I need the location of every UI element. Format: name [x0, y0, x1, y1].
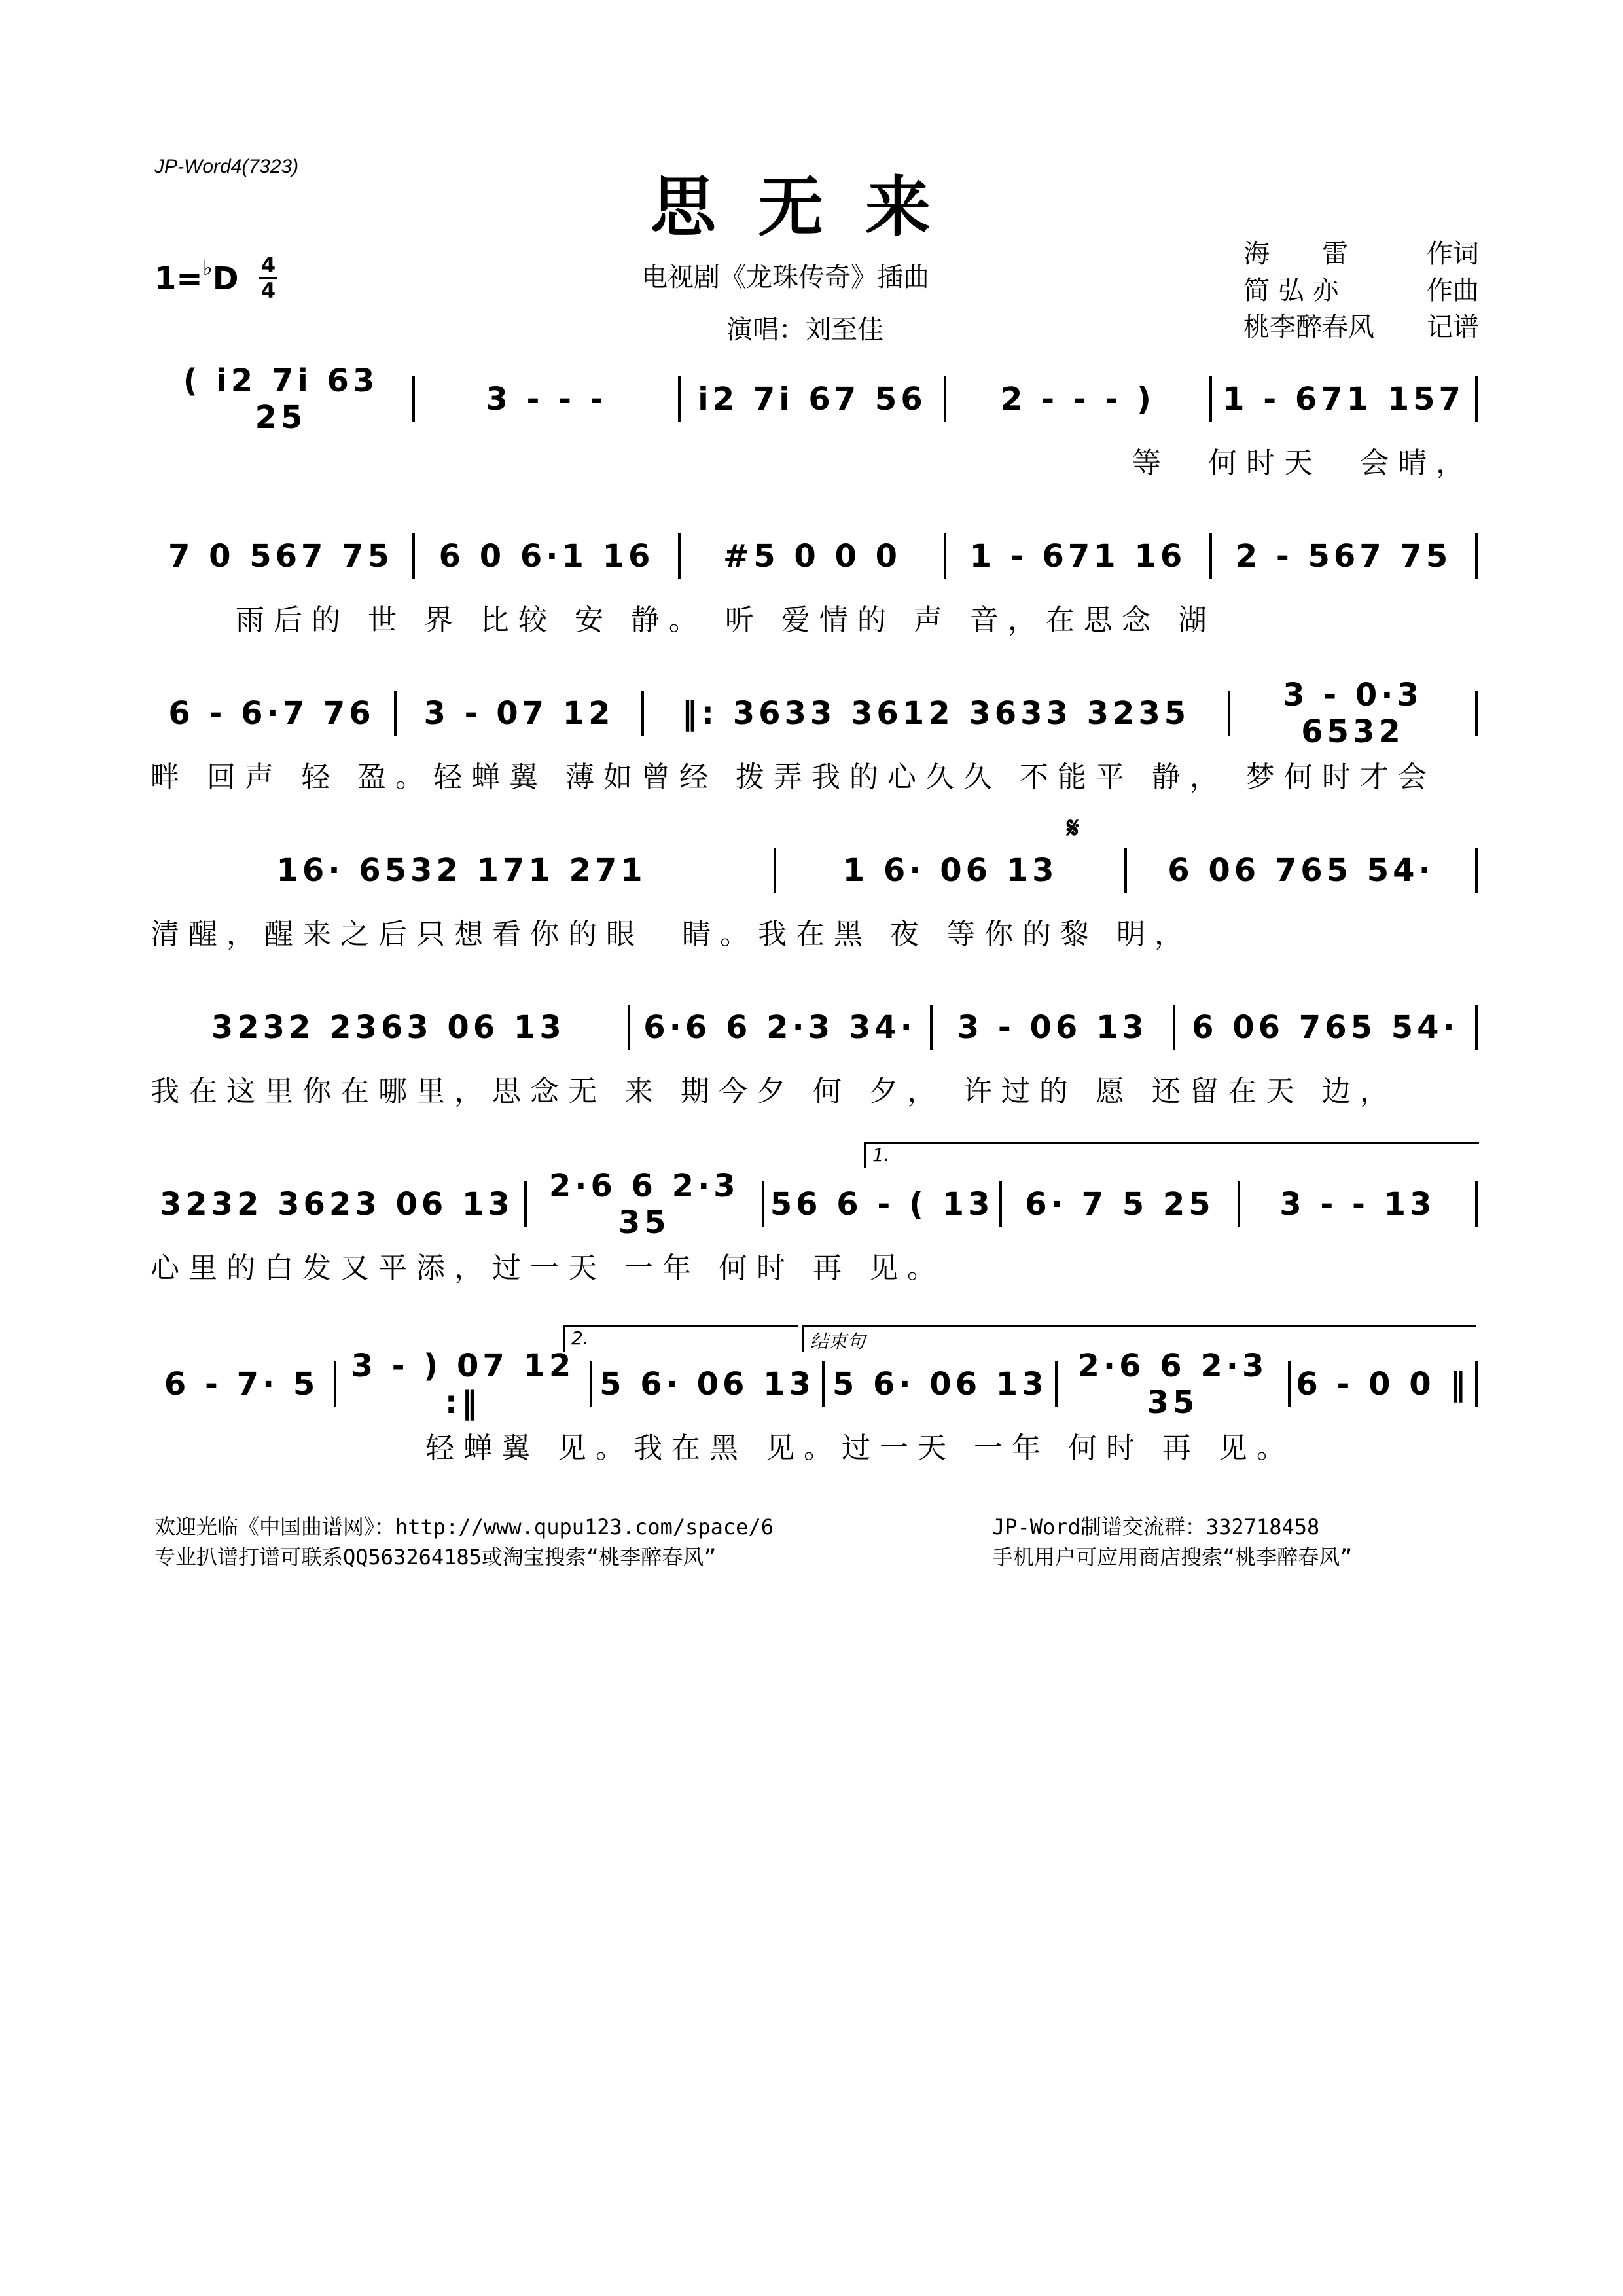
segno-sign: 𝄋	[1067, 812, 1079, 845]
measure: 5 6· 06 13	[599, 1366, 815, 1403]
measure: 56 6 - ( 13	[770, 1186, 994, 1223]
notes-row	[151, 1348, 1479, 1421]
lyrics-line: 心里的白发又平添，过一天 一年 何时 再 见。	[151, 1251, 945, 1285]
measure: 1 - 671 16	[969, 538, 1186, 575]
singer: 演唱：刘至佳	[726, 315, 883, 345]
footer-right	[992, 1512, 1353, 1572]
measure: 6·6 6 2·3 34·	[643, 1009, 916, 1046]
measure: 6· 7 5 25	[1025, 1186, 1215, 1223]
flat-sign: ♭	[202, 255, 213, 280]
lyrics-line: 清醒，醒来之后只想看你的眼 睛。我在黑 夜 等你的黎 明，	[151, 918, 1192, 951]
lyrics-line: 雨后的 世 界 比较 安 静。 听 爱情的 声 音，在思念 湖	[236, 603, 1216, 637]
notes-row	[151, 363, 1479, 436]
subtitle: 电视剧《龙珠传奇》插曲	[641, 262, 929, 293]
footer-app: 手机用户可应用商店搜索“桃李醉春风”	[992, 1545, 1353, 1570]
lyrics-line: 畔 回声 轻 盈。轻蝉翼 薄如曾经 拨弄我的心久久 不能平 静， 梦何时才会	[151, 761, 1436, 794]
page-title: 思无来	[651, 169, 972, 245]
measure: 2 - - - )	[1001, 381, 1155, 418]
notes-row	[151, 848, 1479, 893]
measure: i2 7i 67 56	[698, 381, 927, 418]
credit-transcriber: 桃李醉春风 记谱	[1243, 312, 1479, 342]
footer-site: 欢迎光临《中国曲谱网》：http://www.qupu123.com/space/6	[154, 1515, 774, 1539]
volta-first-ending: 1.	[864, 1142, 1479, 1168]
measure: 6 06 765 54·	[1168, 852, 1435, 889]
staff-2	[151, 533, 1479, 638]
notes-row	[151, 533, 1479, 579]
measure: 3 - 0·3 6532	[1283, 677, 1423, 750]
measure: 6 - 6·7 76	[168, 695, 375, 732]
measure: 3 - - -	[486, 381, 607, 418]
measure: 3 - ) 07 12 :‖	[351, 1348, 575, 1421]
software-version: JP-Word4(7323)	[154, 156, 299, 177]
measure: 3 - 07 12	[423, 695, 615, 732]
measure: 3 - 06 13	[957, 1009, 1148, 1046]
measure: 2 - 567 75	[1235, 538, 1452, 575]
measure: 2·6 6 2·3 35	[1077, 1348, 1268, 1421]
staff-3	[151, 677, 1479, 795]
measure: 3 - - 13	[1279, 1186, 1436, 1223]
measure: ‖: 3633 3612 3633 3235	[681, 695, 1190, 732]
measure: ( i2 7i 63 25	[183, 363, 379, 436]
measure: 16· 6532 171 271	[276, 852, 647, 889]
notes-row	[151, 1168, 1479, 1241]
time-signature	[259, 254, 277, 302]
lyrics-line: 我在这里你在哪里，思念无 来 期今夕 何 夕， 许过的 愿 还留在天 边，	[151, 1075, 1398, 1108]
time-bottom: 4	[260, 278, 276, 303]
notes-row	[151, 1005, 1479, 1050]
key-prefix: 1=	[154, 260, 203, 297]
footer-left	[154, 1512, 774, 1572]
measure: 6 - 0 0 ‖	[1296, 1366, 1470, 1403]
staff-1	[151, 363, 1479, 481]
time-top: 4	[260, 253, 276, 278]
staff-6	[151, 1168, 1479, 1286]
lyrics-line: 轻蝉翼 见。我在黑 见。过一天 一年 何时 再 见。	[425, 1431, 1294, 1465]
measure: 5 6· 06 13	[832, 1366, 1048, 1403]
measure: 3232 2363 06 13	[211, 1009, 565, 1046]
credit-lyricist: 海 雷 作词	[1243, 239, 1479, 269]
lyrics-line: 等 何时天 会晴，	[1132, 446, 1474, 480]
staff-5	[151, 1005, 1479, 1109]
credits	[1243, 236, 1479, 346]
key-note: D	[212, 260, 239, 297]
credit-composer: 简 弘 亦 作曲	[1243, 276, 1479, 306]
measure: 1 6· 06 13	[842, 852, 1058, 889]
staff-4	[151, 848, 1479, 952]
volta-second-ending: 2.	[563, 1325, 798, 1352]
footer-contact: 专业扒谱打谱可联系QQ563264185或淘宝搜索“桃李醉春风”	[154, 1545, 717, 1570]
measure: 3232 3623 06 13	[159, 1186, 514, 1223]
measure: 6 06 765 54·	[1192, 1009, 1459, 1046]
measure: 7 0 567 75	[168, 538, 393, 575]
measure: 6 0 6·1 16	[438, 538, 654, 575]
key-signature	[154, 253, 276, 303]
measure: 1 - 671 157	[1222, 381, 1465, 418]
ending-phrase-bracket: 结束句	[802, 1325, 1476, 1352]
staff-7	[151, 1348, 1479, 1466]
footer-group: JP-Word制谱交流群：332718458	[992, 1515, 1320, 1539]
measure: 2·6 6 2·3 35	[548, 1168, 740, 1241]
notes-row	[151, 677, 1479, 750]
measure: 6 - 7· 5	[164, 1366, 319, 1403]
measure: #5 0 0 0	[723, 538, 901, 575]
